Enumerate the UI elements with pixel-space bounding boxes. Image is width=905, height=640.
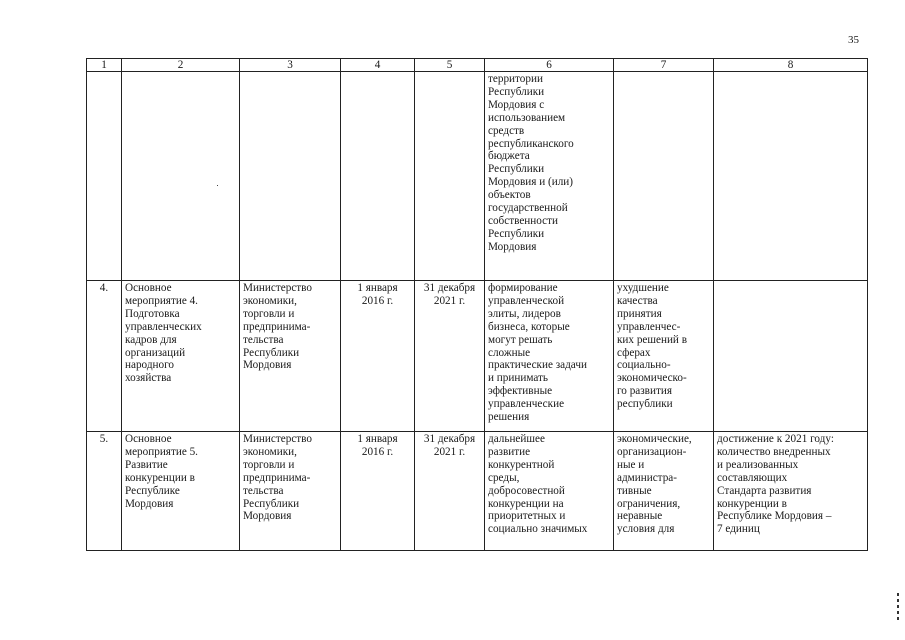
column-header: 4 <box>341 59 415 72</box>
table-row <box>87 72 868 281</box>
column-number-row <box>87 59 868 72</box>
measure-name-cell <box>122 72 240 281</box>
column-header: 6 <box>485 59 614 72</box>
executor-cell: Министерство экономики, торговли и предпринима- тельства Республики Мордовия <box>240 281 341 432</box>
table-row <box>87 432 868 551</box>
executor-cell <box>240 72 341 281</box>
column-header: 3 <box>240 59 341 72</box>
expected-result-cell: дальнейшее развитие конкурентной среды, добросовестной конкуренции на приоритетных и социально значимых <box>485 432 614 551</box>
scan-edge-marks <box>897 590 901 630</box>
start-date-cell <box>341 72 415 281</box>
scan-speck <box>217 185 218 186</box>
start-date-cell: 1 января 2016 г. <box>341 432 415 551</box>
executor-cell: Министерство экономики, торговли и предпринима- тельства Республики Мордовия <box>240 432 341 551</box>
measure-name-cell: Основное мероприятие 4. Подготовка управленческих кадров для организаций народного хозяйства <box>122 281 240 432</box>
indicators-cell: достижение к 2021 году: количество внедренных и реализованных составляющих Стандарта развития конкуренции в Республике Мордовия – 7 единиц <box>714 432 868 551</box>
column-header: 7 <box>614 59 714 72</box>
start-date-cell: 1 января 2016 г. <box>341 281 415 432</box>
column-header: 2 <box>122 59 240 72</box>
end-date-cell: 31 декабря 2021 г. <box>415 432 485 551</box>
table-row <box>87 281 868 432</box>
indicators-cell <box>714 281 868 432</box>
column-header: 5 <box>415 59 485 72</box>
consequences-cell: ухудшение качества принятия управленчес- ких решений в сферах социально- экономическо- го развития республики <box>614 281 714 432</box>
consequences-cell <box>614 72 714 281</box>
end-date-cell <box>415 72 485 281</box>
row-number-cell: 5. <box>87 432 122 551</box>
end-date-cell: 31 декабря 2021 г. <box>415 281 485 432</box>
row-number-cell: 4. <box>87 281 122 432</box>
expected-result-cell: формирование управленческой элиты, лидеров бизнеса, которые могут решать сложные практические задачи и принимать эффективные управленческие решения <box>485 281 614 432</box>
row-number-cell <box>87 72 122 281</box>
measure-name-cell: Основное мероприятие 5. Развитие конкуренции в Республике Мордовия <box>122 432 240 551</box>
column-header: 8 <box>714 59 868 72</box>
expected-result-cell: территории Республики Мордовия с использованием средств республиканского бюджета Республики Мордовия и (или) объектов государственной собственности Республики Мордовия <box>485 72 614 281</box>
column-header: 1 <box>87 59 122 72</box>
page-number: 35 <box>848 34 859 46</box>
program-measures-table <box>86 58 868 551</box>
indicators-cell <box>714 72 868 281</box>
consequences-cell: экономические, организацион- ные и администра- тивные ограничения, неравные условия для <box>614 432 714 551</box>
